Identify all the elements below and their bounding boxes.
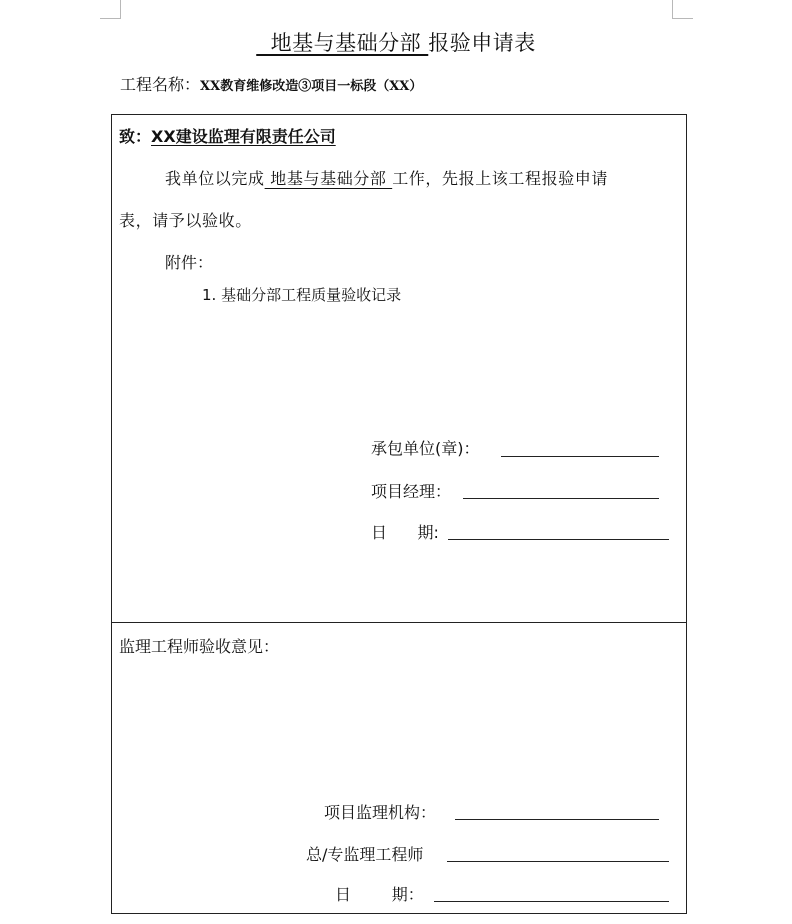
project-name-row [120, 72, 422, 95]
form-table [111, 114, 687, 914]
addressee-prefix: 致： [119, 127, 152, 146]
engineer-opinion-label: 监理工程师验收意见： [119, 637, 280, 656]
supervisor-date-line[interactable] [434, 901, 669, 902]
form-section-divider [111, 622, 687, 623]
project-name-value: XX教育维修改造③项目一标段（XX） [200, 79, 423, 94]
request-paragraph-line1 [165, 166, 608, 189]
attachments-label: 附件： [165, 253, 214, 272]
title-suffix: 报验申请表 [428, 31, 536, 55]
supervision-org-signature-line[interactable] [455, 819, 659, 820]
supervision-org-label: 项目监理机构： [324, 803, 437, 822]
project-manager-signature-line[interactable] [463, 498, 659, 499]
contractor-date-line[interactable] [448, 539, 669, 540]
contractor-label: 承包单位(章)： [371, 439, 480, 458]
title-subject-blank: 地基与基础分部 [256, 31, 429, 55]
attachment-item: 1. 基础分部工程质量验收记录 [202, 286, 402, 304]
request-subject-blank: 地基与基础分部 [264, 169, 393, 188]
margin-corner-mark-right [672, 0, 693, 19]
addressee-line [119, 124, 336, 147]
form-title [0, 27, 792, 57]
addressee-company: XX建设监理有限责任公司 [151, 127, 336, 146]
contractor-signature-line[interactable] [501, 456, 659, 457]
supervisor-date-label: 日 期： [335, 885, 424, 904]
request-suffix: 工作，先报上该工程报验申请 [392, 169, 608, 188]
project-manager-label: 项目经理： [371, 482, 452, 501]
project-name-label: 工程名称： [120, 75, 201, 94]
chief-engineer-label: 总/专监理工程师 [306, 845, 424, 864]
contractor-date-label: 日 期: [371, 523, 439, 542]
request-paragraph-line2: 表，请予以验收。 [119, 211, 252, 230]
margin-corner-mark-left [100, 0, 121, 19]
chief-engineer-signature-line[interactable] [447, 861, 669, 862]
request-prefix: 我单位以完成 [165, 169, 265, 188]
